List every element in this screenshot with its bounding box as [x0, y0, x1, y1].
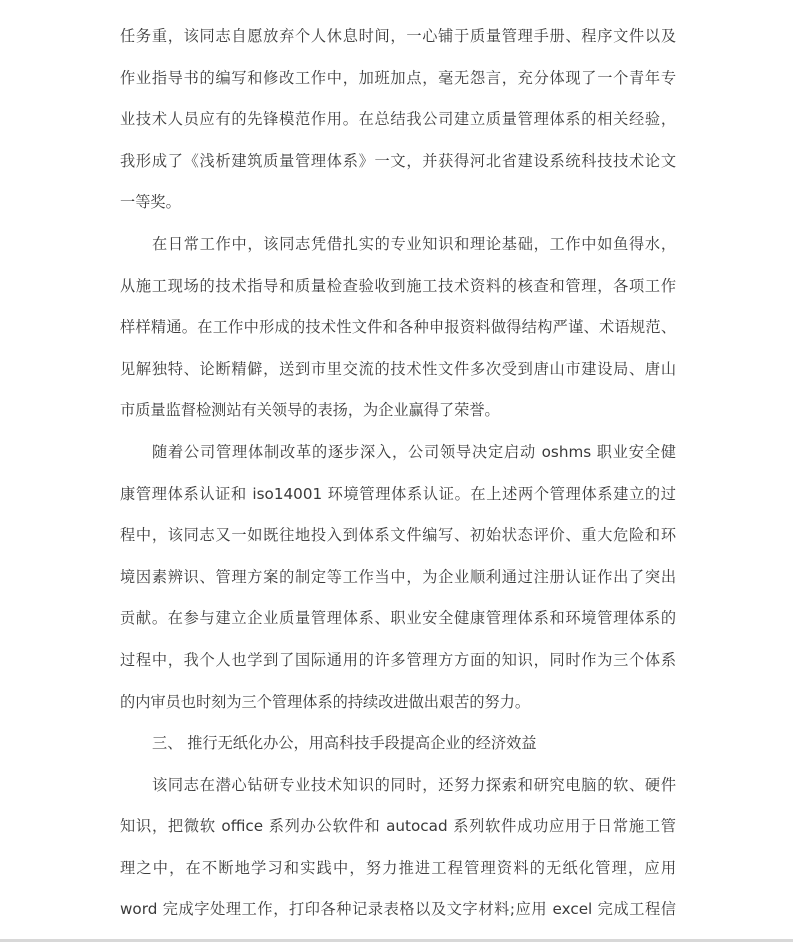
text-line: 样样精通。在工作中形成的技术性文件和各种申报资料做得结构严谨、术语规范、	[120, 318, 676, 337]
text-line: 随着公司管理体制改革的逐步深入，公司领导决定启动 oshms 职业安全健	[152, 442, 676, 461]
text-line: 知识，把微软 office 系列办公软件和 autocad 系列软件成功应用于日常施工管	[120, 817, 676, 836]
text-line: 一等奖。	[120, 193, 181, 212]
text-line: 境因素辨识、管理方案的制定等工作当中，为企业顺利通过注册认证作出了突出	[120, 567, 676, 586]
text-line: 市质量监督检测站有关领导的表扬，为企业赢得了荣誉。	[120, 401, 500, 420]
text-line: 作业指导书的编写和修改工作中，加班加点，毫无怨言，充分体现了一个青年专	[120, 68, 676, 87]
text-line: 理之中，在不断地学习和实践中，努力推进工程管理资料的无纸化管理，应用	[120, 858, 676, 877]
text-line: 从施工现场的技术指导和质量检查验收到施工技术资料的核查和管理，各项工作	[120, 276, 676, 295]
text-line: 程中，该同志又一如既往地投入到体系文件编写、初始状态评价、重大危险和环	[120, 526, 676, 545]
text-line: 过程中，我个人也学到了国际通用的许多管理方方面的知识，同时作为三个体系	[120, 650, 676, 669]
text-line: word 完成字处理工作，打印各种记录表格以及文字材料;应用 excel 完成工程信	[120, 900, 676, 919]
text-line: 的内审员也时刻为三个管理体系的持续改进做出艰苦的努力。	[120, 692, 531, 711]
document-page	[120, 16, 676, 931]
text-line: 贡献。在参与建立企业质量管理体系、职业安全健康管理体系和环境管理体系的	[120, 609, 676, 628]
text-line: 任务重，该同志自愿放弃个人休息时间，一心铺于质量管理手册、程序文件以及	[120, 27, 676, 45]
text-line: 见解独特、论断精僻，送到市里交流的技术性文件多次受到唐山市建设局、唐山	[120, 359, 676, 378]
text-line: 康管理体系认证和 iso14001 环境管理体系认证。在上述两个管理体系建立的过	[120, 484, 676, 503]
section-heading: 三、 推行无纸化办公，用高科技手段提高企业的经济效益	[152, 734, 537, 753]
text-line: 业技术人员应有的先锋模范作用。在总结我公司建立质量管理体系的相关经验，	[120, 110, 676, 129]
text-line: 该同志在潜心钻研专业技术知识的同时，还努力探索和研究电脑的软、硬件	[152, 775, 676, 794]
text-line: 我形成了《浅析建筑质量管理体系》一文，并获得河北省建设系统科技技术论文	[120, 151, 676, 170]
text-line: 在日常工作中，该同志凭借扎实的专业知识和理论基础，工作中如鱼得水，	[152, 234, 676, 253]
